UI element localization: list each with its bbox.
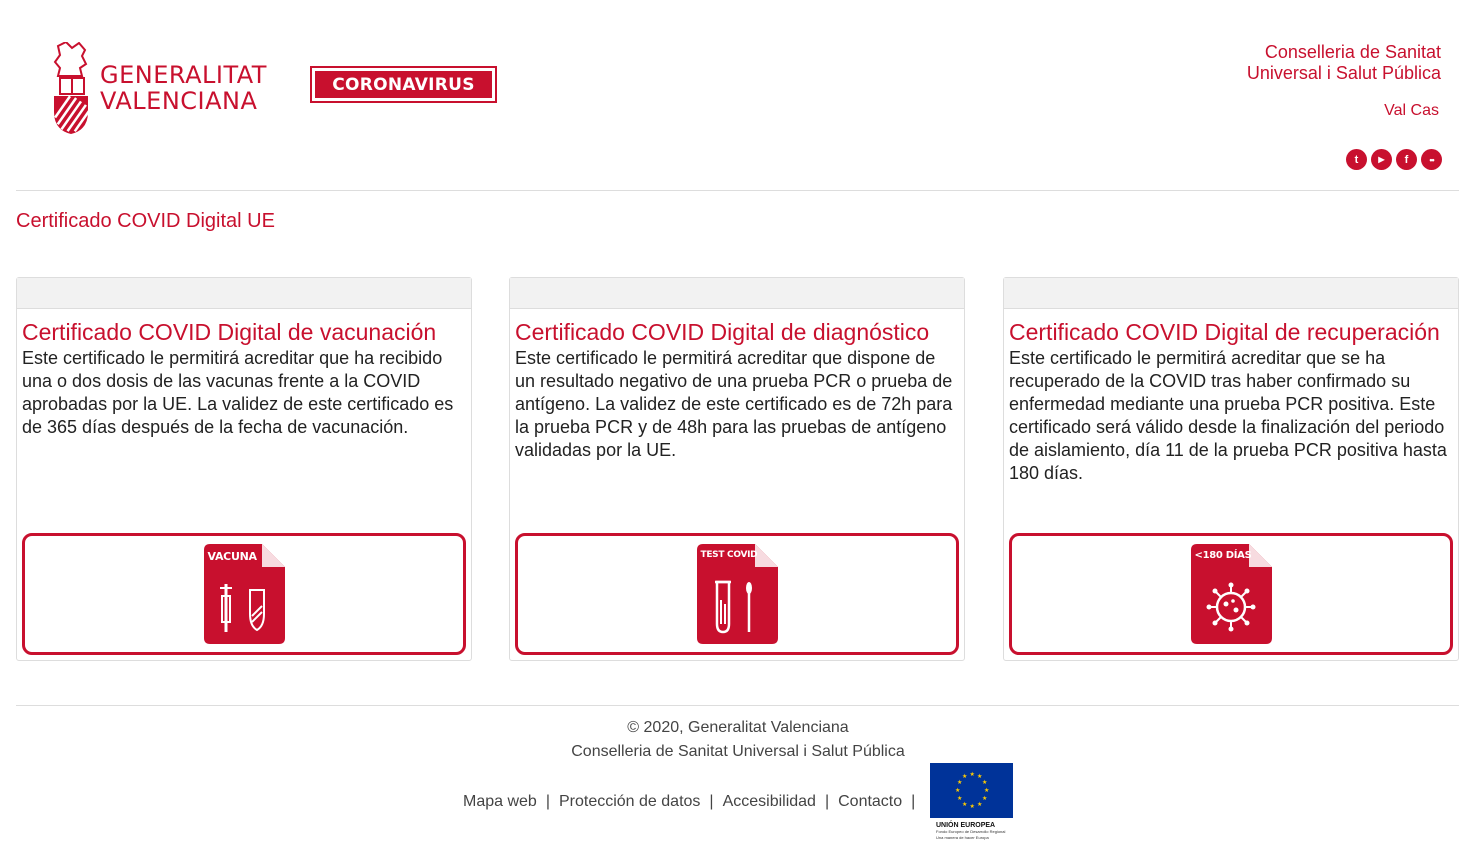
logo-line-2: VALENCIANA bbox=[100, 87, 258, 115]
footer-links bbox=[463, 793, 924, 811]
card-description: Este certificado le permitirá acreditar que se ha recuperado de la COVID tras haber confirmado su enfermedad mediante una prueba PCR positiva. Este certificado será válido desde la finalización del periodo de aislamiento, día 11 de la prueba PCR positiva hasta 180 días. bbox=[1009, 348, 1447, 483]
vaccine-document-icon bbox=[204, 544, 285, 644]
footer-link-sitemap[interactable]: Mapa web bbox=[463, 793, 537, 810]
recovery-icon-label: <180 DÍAS bbox=[1194, 550, 1252, 561]
eu-flag-icon bbox=[930, 763, 1013, 818]
svg-text:★: ★ bbox=[962, 773, 968, 780]
flickr-icon[interactable]: •• bbox=[1421, 149, 1442, 170]
footer-link-privacy[interactable]: Protección de datos bbox=[558, 793, 701, 810]
generalitat-crest-icon bbox=[52, 42, 90, 134]
eu-subtitle-1: Fondo Europeo de Desarrollo Regional bbox=[936, 829, 1006, 834]
svg-text:★: ★ bbox=[957, 779, 963, 786]
card-description: Este certificado le permitirá acreditar que dispone de un resultado negativo de una prueba PCR o prueba de antígeno. La validez de este certificado es de 72h para la prueba PCR y de 48h para las pruebas de antígeno validadas por la UE. bbox=[515, 348, 953, 460]
vaccination-certificate-button[interactable] bbox=[22, 533, 466, 655]
coronavirus-badge[interactable] bbox=[310, 66, 497, 103]
dept-line-2: Universal i Salut Pública bbox=[1246, 63, 1441, 83]
card-title: Certificado COVID Digital de diagnóstico bbox=[515, 319, 930, 345]
card-title: Certificado COVID Digital de vacunación bbox=[22, 319, 437, 345]
recovery-certificate-card bbox=[1003, 277, 1459, 661]
eu-subtitle-2: Una manera de hacer Europa bbox=[936, 835, 989, 840]
recovery-certificate-button[interactable] bbox=[1009, 533, 1453, 655]
svg-text:★: ★ bbox=[977, 801, 983, 808]
footer-separator: | bbox=[709, 793, 714, 810]
card-header bbox=[17, 278, 471, 309]
vaccine-icon-label: VACUNA bbox=[207, 550, 257, 563]
diagnostic-certificate-card bbox=[509, 277, 965, 661]
footer-divider bbox=[16, 705, 1459, 706]
footer-separator: | bbox=[545, 793, 550, 810]
svg-text:★: ★ bbox=[957, 795, 963, 802]
footer-copyright: © 2020, Generalitat Valenciana bbox=[627, 719, 849, 736]
language-switch[interactable]: Val Cas bbox=[1384, 102, 1439, 119]
test-tube-document-icon bbox=[697, 544, 778, 644]
twitter-icon[interactable]: t bbox=[1346, 149, 1367, 170]
svg-text:★: ★ bbox=[982, 779, 988, 786]
card-title: Certificado COVID Digital de recuperación bbox=[1009, 319, 1440, 345]
virus-document-icon bbox=[1191, 544, 1272, 644]
footer-link-accessibility[interactable]: Accesibilidad bbox=[722, 793, 816, 810]
generalitat-wordmark bbox=[100, 62, 267, 114]
facebook-icon[interactable]: f bbox=[1396, 149, 1417, 170]
test-icon-label: TEST COVID bbox=[700, 550, 758, 560]
department-name[interactable] bbox=[1247, 42, 1441, 84]
svg-text:★: ★ bbox=[982, 795, 988, 802]
eu-logo[interactable] bbox=[930, 763, 1013, 841]
header-divider bbox=[16, 190, 1459, 191]
coronavirus-badge-label: CORONAVIRUS bbox=[315, 71, 492, 98]
footer-separator: | bbox=[824, 793, 830, 810]
card-header bbox=[1004, 278, 1458, 309]
svg-text:★: ★ bbox=[984, 787, 990, 794]
diagnostic-certificate-button[interactable] bbox=[515, 533, 959, 655]
svg-text:★: ★ bbox=[977, 773, 983, 780]
generalitat-logo[interactable] bbox=[52, 42, 267, 134]
card-header bbox=[510, 278, 964, 309]
svg-text:★: ★ bbox=[962, 801, 968, 808]
footer-separator: | bbox=[911, 793, 916, 810]
eu-label: UNIÓN EUROPEA bbox=[936, 822, 996, 829]
dept-line-1: Conselleria de Sanitat bbox=[1264, 42, 1441, 62]
page-header bbox=[0, 0, 1476, 190]
page-title: Certificado COVID Digital UE bbox=[16, 210, 275, 232]
footer-link-contact[interactable]: Contacto bbox=[838, 793, 903, 810]
vaccination-certificate-card bbox=[16, 277, 472, 661]
card-description: Este certificado le permitirá acreditar que ha recibido una o dos dosis de las vacunas frente a la COVID aprobadas por la UE. La validez de este certificado es de 365 días después de la fecha de vacunación. bbox=[22, 348, 454, 437]
footer-department: Conselleria de Sanitat Universal i Salut Pública bbox=[571, 743, 905, 760]
svg-text:★: ★ bbox=[969, 771, 975, 778]
social-links bbox=[1346, 149, 1442, 170]
youtube-icon[interactable]: ▶ bbox=[1371, 149, 1392, 170]
svg-text:★: ★ bbox=[955, 787, 961, 794]
logo-line-1: GENERALITAT bbox=[100, 61, 267, 89]
svg-text:★: ★ bbox=[969, 803, 975, 810]
